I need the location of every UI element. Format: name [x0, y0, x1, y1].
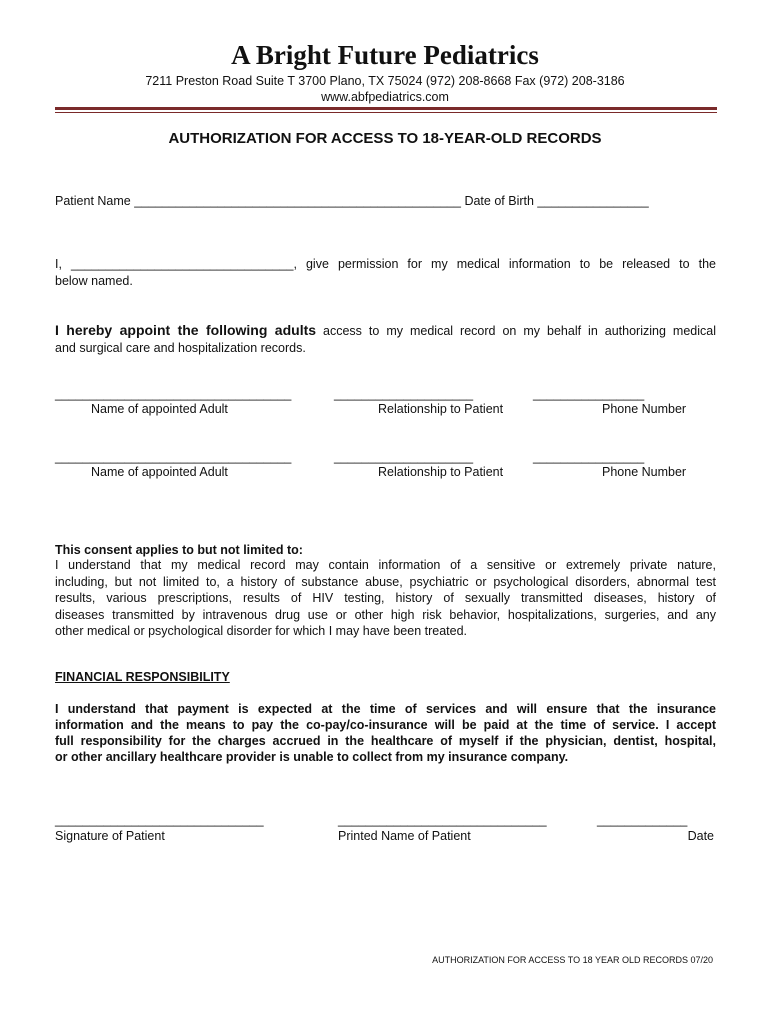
header-rule-thick: [55, 107, 717, 110]
date-field[interactable]: _____________: [597, 813, 688, 827]
financial-line-4: or other ancillary healthcare provider is unable to collect from my insurance company.: [55, 750, 569, 764]
signature-field[interactable]: ______________________________: [55, 813, 264, 827]
appointee-1-name-field[interactable]: __________________________________: [55, 387, 292, 401]
header-rule-thin: [55, 112, 717, 113]
financial-line-1: I understand that payment is expected at the time of services and will ensure that the insurance: [55, 702, 716, 716]
practice-address: 7211 Preston Road Suite T 3700 Plano, TX 75024 (972) 208-8668 Fax (972) 208-3186: [145, 74, 625, 88]
appointee-1-phone-field[interactable]: ________________: [533, 387, 645, 401]
appointee-2-phone-label: Phone Number: [602, 465, 687, 479]
appoint-line: [55, 322, 716, 340]
consent-heading: This consent applies to but not limited to:: [55, 543, 303, 557]
date-label: Date: [687, 829, 714, 843]
dob-label: Date of Birth: [464, 194, 534, 208]
appoint-rest: access to my medical record on my behalf in authorizing medical: [316, 324, 716, 338]
permission-line-2: below named.: [55, 274, 133, 288]
printed-name-field[interactable]: ______________________________: [338, 813, 547, 827]
permission-text: , give permission for my medical information to be released to the: [293, 257, 716, 271]
signature-label: Signature of Patient: [55, 829, 165, 843]
financial-heading: FINANCIAL RESPONSIBILITY: [55, 670, 230, 684]
appoint-lead: I hereby appoint the following adults: [55, 322, 317, 338]
patient-name-label: Patient Name: [55, 194, 131, 208]
patient-line: [55, 193, 649, 210]
consent-line-5: other medical or psychological disorder for which I may have been treated.: [55, 624, 468, 638]
form-title: AUTHORIZATION FOR ACCESS TO 18-YEAR-OLD RECORDS: [168, 130, 602, 147]
appointee-2-phone-field[interactable]: ________________: [533, 450, 645, 464]
appointee-2-name-label: Name of appointed Adult: [91, 465, 228, 479]
financial-line-2: information and the means to pay the co-pay/co-insurance will be paid at the time of service. I accept: [55, 718, 716, 732]
practice-name: A Bright Future Pediatrics: [231, 40, 539, 70]
appointee-1-phone-label: Phone Number: [602, 402, 687, 416]
printed-name-label: Printed Name of Patient: [338, 829, 471, 843]
consent-line-3: results, various prescriptions, results of HIV testing, history of sexually transmitted diseases, history of: [55, 591, 716, 605]
patient-name-field[interactable]: _______________________________________________: [134, 194, 461, 208]
permission-prefix: I,: [55, 257, 62, 271]
permission-line: [55, 256, 716, 273]
appointee-1-relationship-field[interactable]: ____________________: [334, 387, 474, 401]
dob-field[interactable]: ________________: [537, 194, 649, 208]
appointee-2-relationship-label: Relationship to Patient: [378, 465, 504, 479]
consent-line-2: including, but not limited to, a history of substance abuse, psychiatric or psychological disorders, abnormal test: [55, 575, 716, 589]
practice-website: www.abfpediatrics.com: [321, 90, 449, 104]
appointee-2-relationship-field[interactable]: ____________________: [334, 450, 474, 464]
permission-name-field[interactable]: ________________________________: [71, 257, 294, 271]
financial-line-3: full responsibility for the charges accrued in the healthcare of myself if the physician, dentist, hospital,: [55, 734, 716, 748]
appointee-1-name-label: Name of appointed Adult: [91, 402, 228, 416]
consent-line-1: I understand that my medical record may contain information of a sensitive or extremely private nature,: [55, 558, 716, 572]
appoint-line-2: and surgical care and hospitalization records.: [55, 341, 306, 355]
form-footer: AUTHORIZATION FOR ACCESS TO 18 YEAR OLD RECORDS 07/20: [432, 955, 713, 965]
appointee-2-name-field[interactable]: __________________________________: [55, 450, 292, 464]
consent-line-4: diseases transmitted by intravenous drug use or other high risk behavior, hospitalizations, surgeries, and any: [55, 608, 716, 622]
appointee-1-relationship-label: Relationship to Patient: [378, 402, 504, 416]
